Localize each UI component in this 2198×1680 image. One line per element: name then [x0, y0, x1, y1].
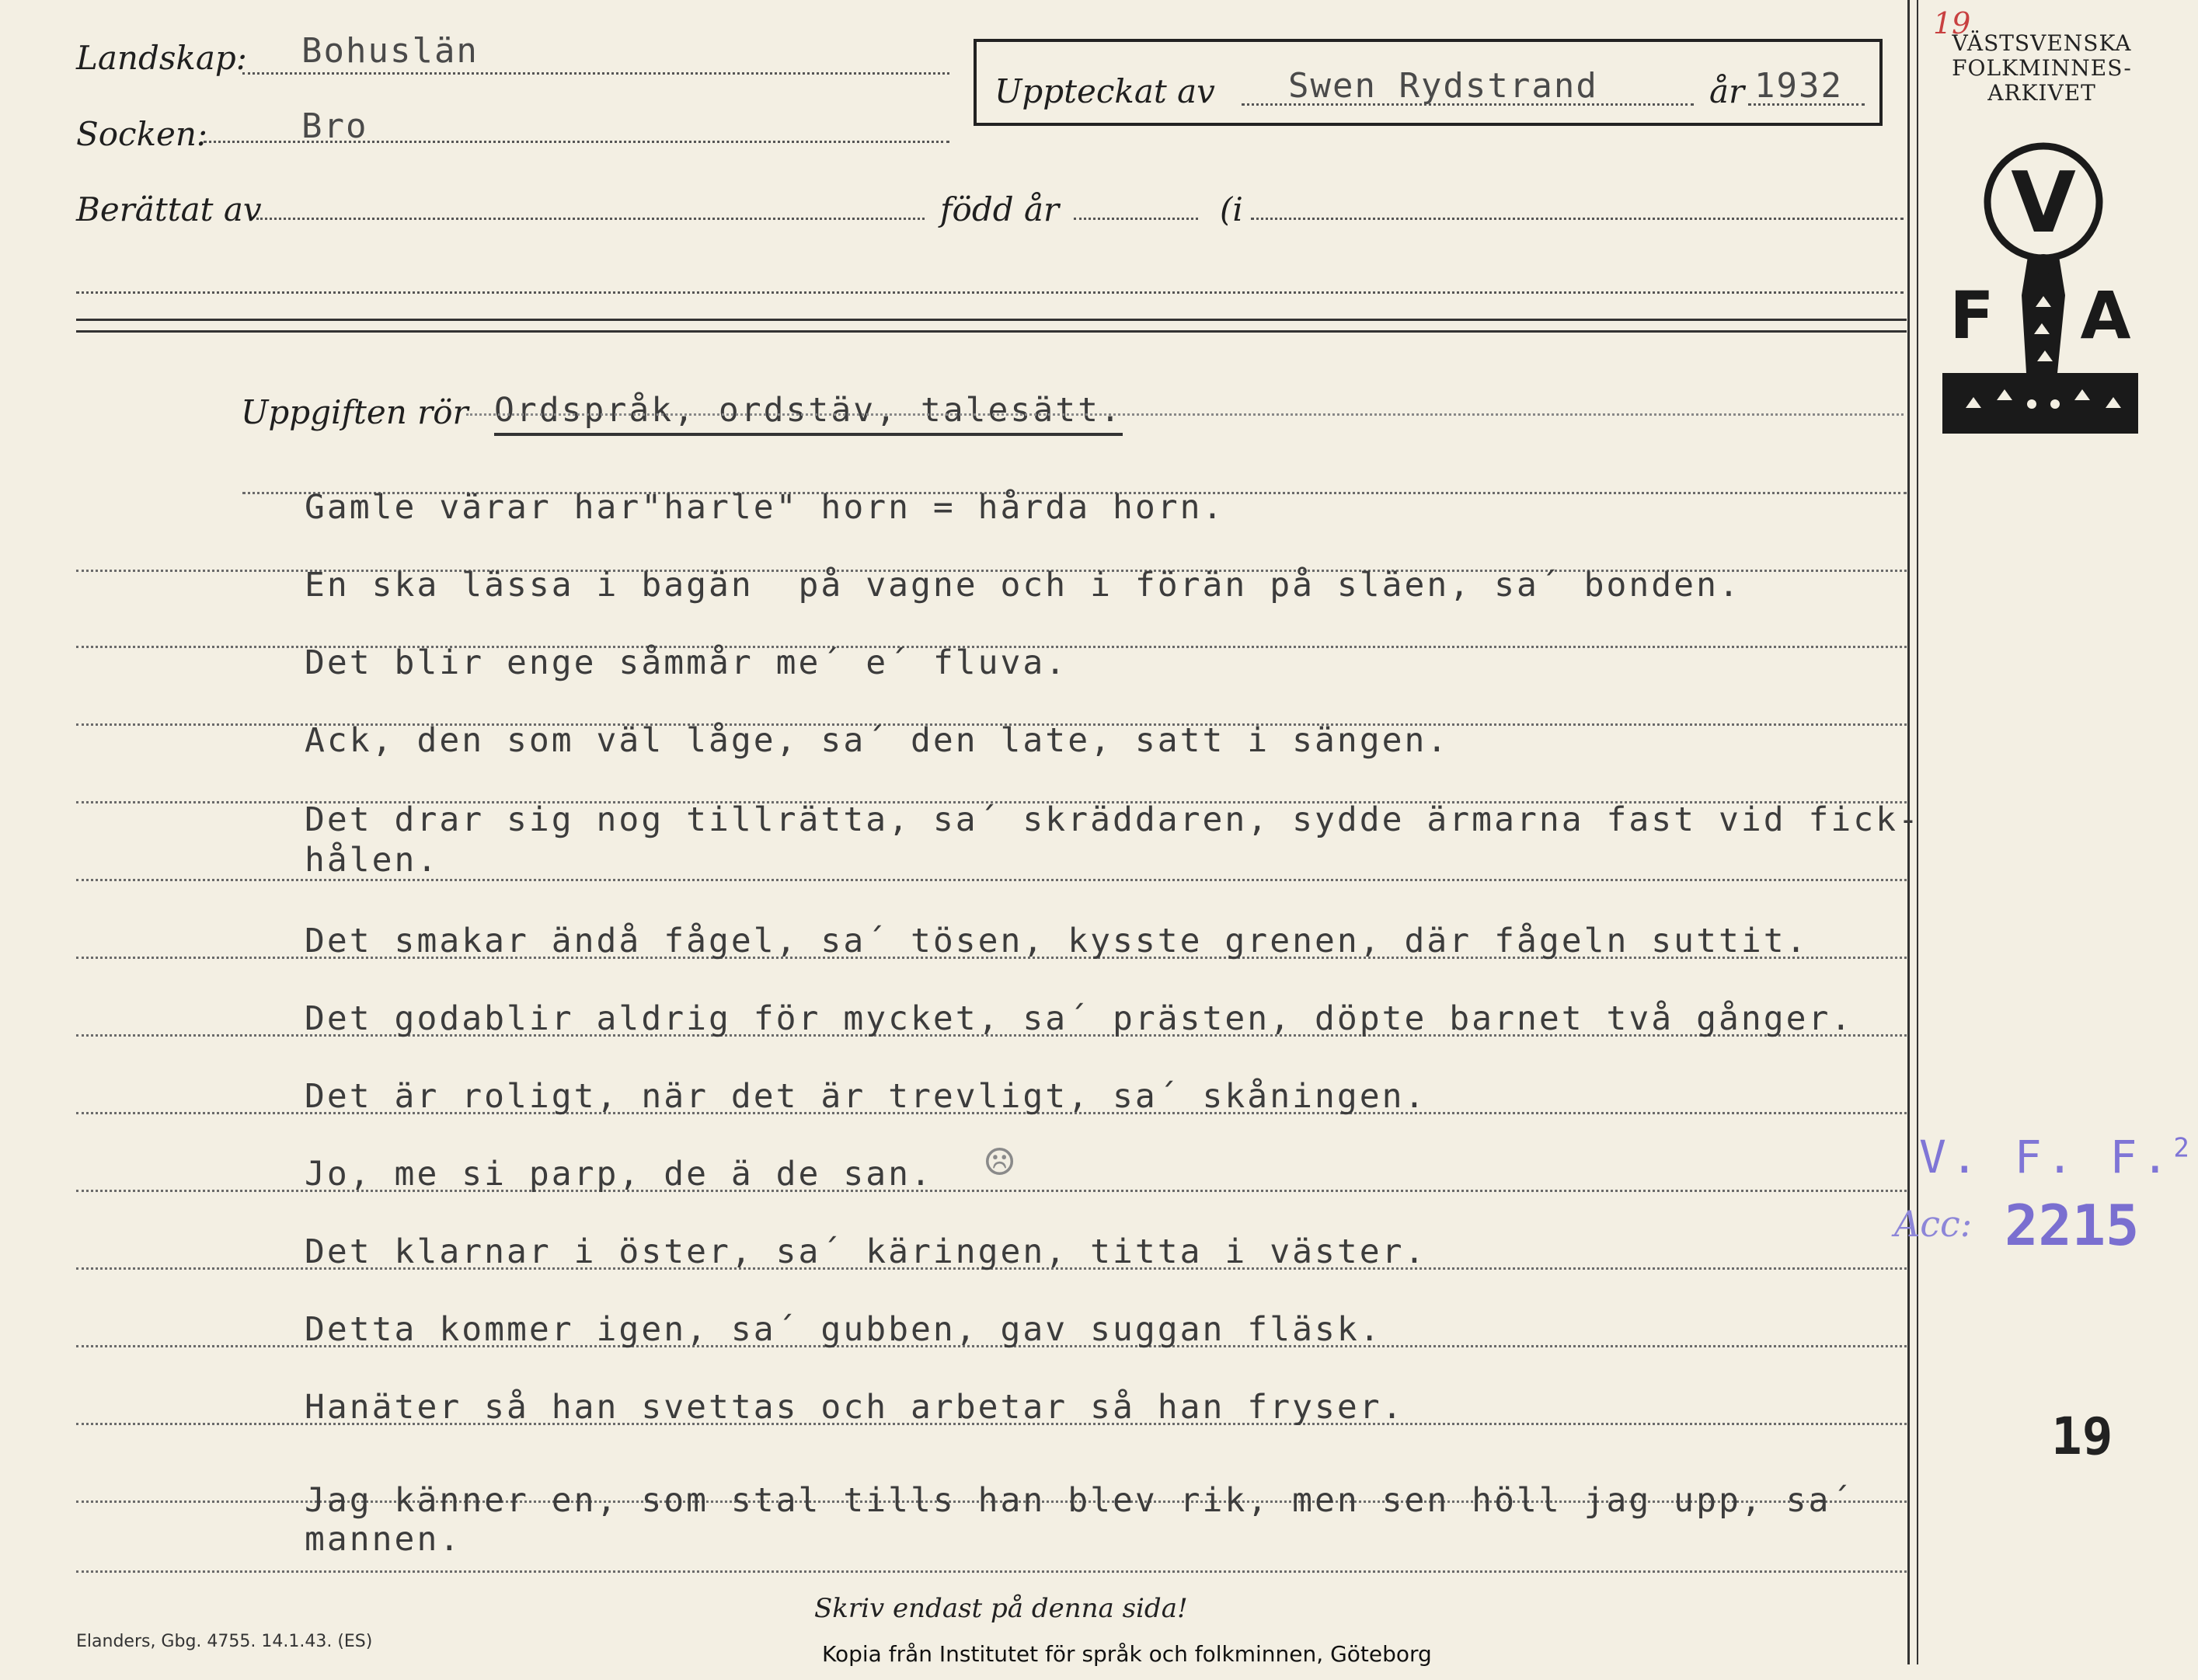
berattat-dots — [256, 218, 925, 220]
proverb-line: Det smakar ändå fågel, sa´ tösen, kysste grenen, där fågeln suttit. — [305, 922, 1809, 960]
logo-a: A — [2080, 277, 2131, 354]
proverb-line: Jo, me si parp, de ä de san. — [305, 1155, 933, 1194]
vff-stamp-text: V. F. F. — [1919, 1131, 2174, 1183]
pencil-annotation-icon: ☹ — [983, 1141, 1017, 1184]
copy-notice: Kopia från Institutet för språk och folkminnen, Göteborg — [822, 1641, 1432, 1667]
fodd-label: född år — [940, 190, 1060, 228]
logo-f: F — [1949, 277, 1994, 354]
i-label: (i — [1220, 190, 1243, 228]
landskap-label: Landskap: — [76, 39, 247, 77]
archive-line-1: VÄSTSVENSKA — [1952, 30, 2132, 56]
vff-stamp — [1919, 1131, 2194, 1183]
footer-instruction: Skriv endast på denna sida! — [814, 1593, 1188, 1624]
header-divider-bottom — [76, 330, 1907, 333]
writing-line — [76, 1570, 1907, 1573]
fodd-dots — [1074, 218, 1198, 220]
socken-value: Bro — [301, 106, 368, 146]
landskap-dots — [242, 72, 949, 75]
proverb-line: Det godablir aldrig för mycket, sa´ prästen, döpte barnet två gånger. — [305, 999, 1854, 1038]
uppteck-value: Swen Rydstrand — [1288, 66, 1598, 106]
proverb-line: Det blir enge såmmår me´ e´ fluva. — [305, 643, 1068, 682]
printer-imprint: Elanders, Gbg. 4755. 14.1.43. (ES) — [76, 1632, 373, 1651]
subject-value: Ordspråk, ordstäv, talesätt. — [494, 391, 1123, 436]
proverb-line: Gamle värar har"harle" horn = hårda horn. — [305, 488, 1225, 527]
header-divider-top — [76, 319, 1907, 321]
acc-label: Acc: — [1894, 1203, 1973, 1245]
proverb-line: Hanäter så han svettas och arbetar så han fryser. — [305, 1388, 1405, 1427]
i-dots — [1251, 218, 1904, 220]
red-handwritten-number: 19 — [1933, 6, 1971, 40]
ar-value: 1932 — [1754, 66, 1843, 106]
proverb-line: mannen. — [305, 1520, 462, 1559]
acc-number: 2215 — [2005, 1193, 2140, 1258]
proverb-line: Jag känner en, som stal tills han blev rik, men sen höll jag upp, sa´ — [305, 1481, 1854, 1520]
archive-line-3: ARKIVET — [1987, 80, 2096, 106]
uppteck-label: Uppteckat av — [994, 72, 1215, 110]
archive-logo — [1935, 140, 2144, 435]
vff-stamp-sup: 2 — [2173, 1132, 2194, 1164]
archive-line-2: FOLKMINNES- — [1952, 55, 2132, 81]
proverb-line: Det är roligt, när det är trevligt, sa´ skåningen. — [305, 1077, 1427, 1116]
landskap-value: Bohuslän — [301, 31, 479, 71]
proverb-line: En ska lässa i bagän på vagne och i förän på släen, sa´ bonden. — [305, 566, 1741, 605]
proverb-line: Det drar sig nog tillrätta, sa´ skräddaren, sydde ärmarna fast vid fick- — [305, 800, 1921, 839]
page-number: 19 — [2051, 1406, 2113, 1466]
socken-label: Socken: — [76, 115, 208, 153]
berattat-label: Berättat av — [76, 190, 262, 228]
proverb-line: Detta kommer igen, sa´ gubben, gav suggan fläsk. — [305, 1310, 1382, 1349]
archive-name — [1925, 31, 2158, 106]
subject-label: Uppgiften rör — [241, 393, 469, 431]
extra-dots — [76, 291, 1904, 294]
logo-v: V — [2011, 155, 2076, 252]
subject-dots — [466, 413, 1904, 416]
proverb-line: hålen. — [305, 841, 440, 880]
ar-label: år — [1709, 72, 1745, 110]
proverb-line: Ack, den som väl låge, sa´ den late, satt i sängen. — [305, 721, 1450, 760]
proverb-line: Det klarnar i öster, sa´ käringen, titta i väster. — [305, 1232, 1427, 1271]
